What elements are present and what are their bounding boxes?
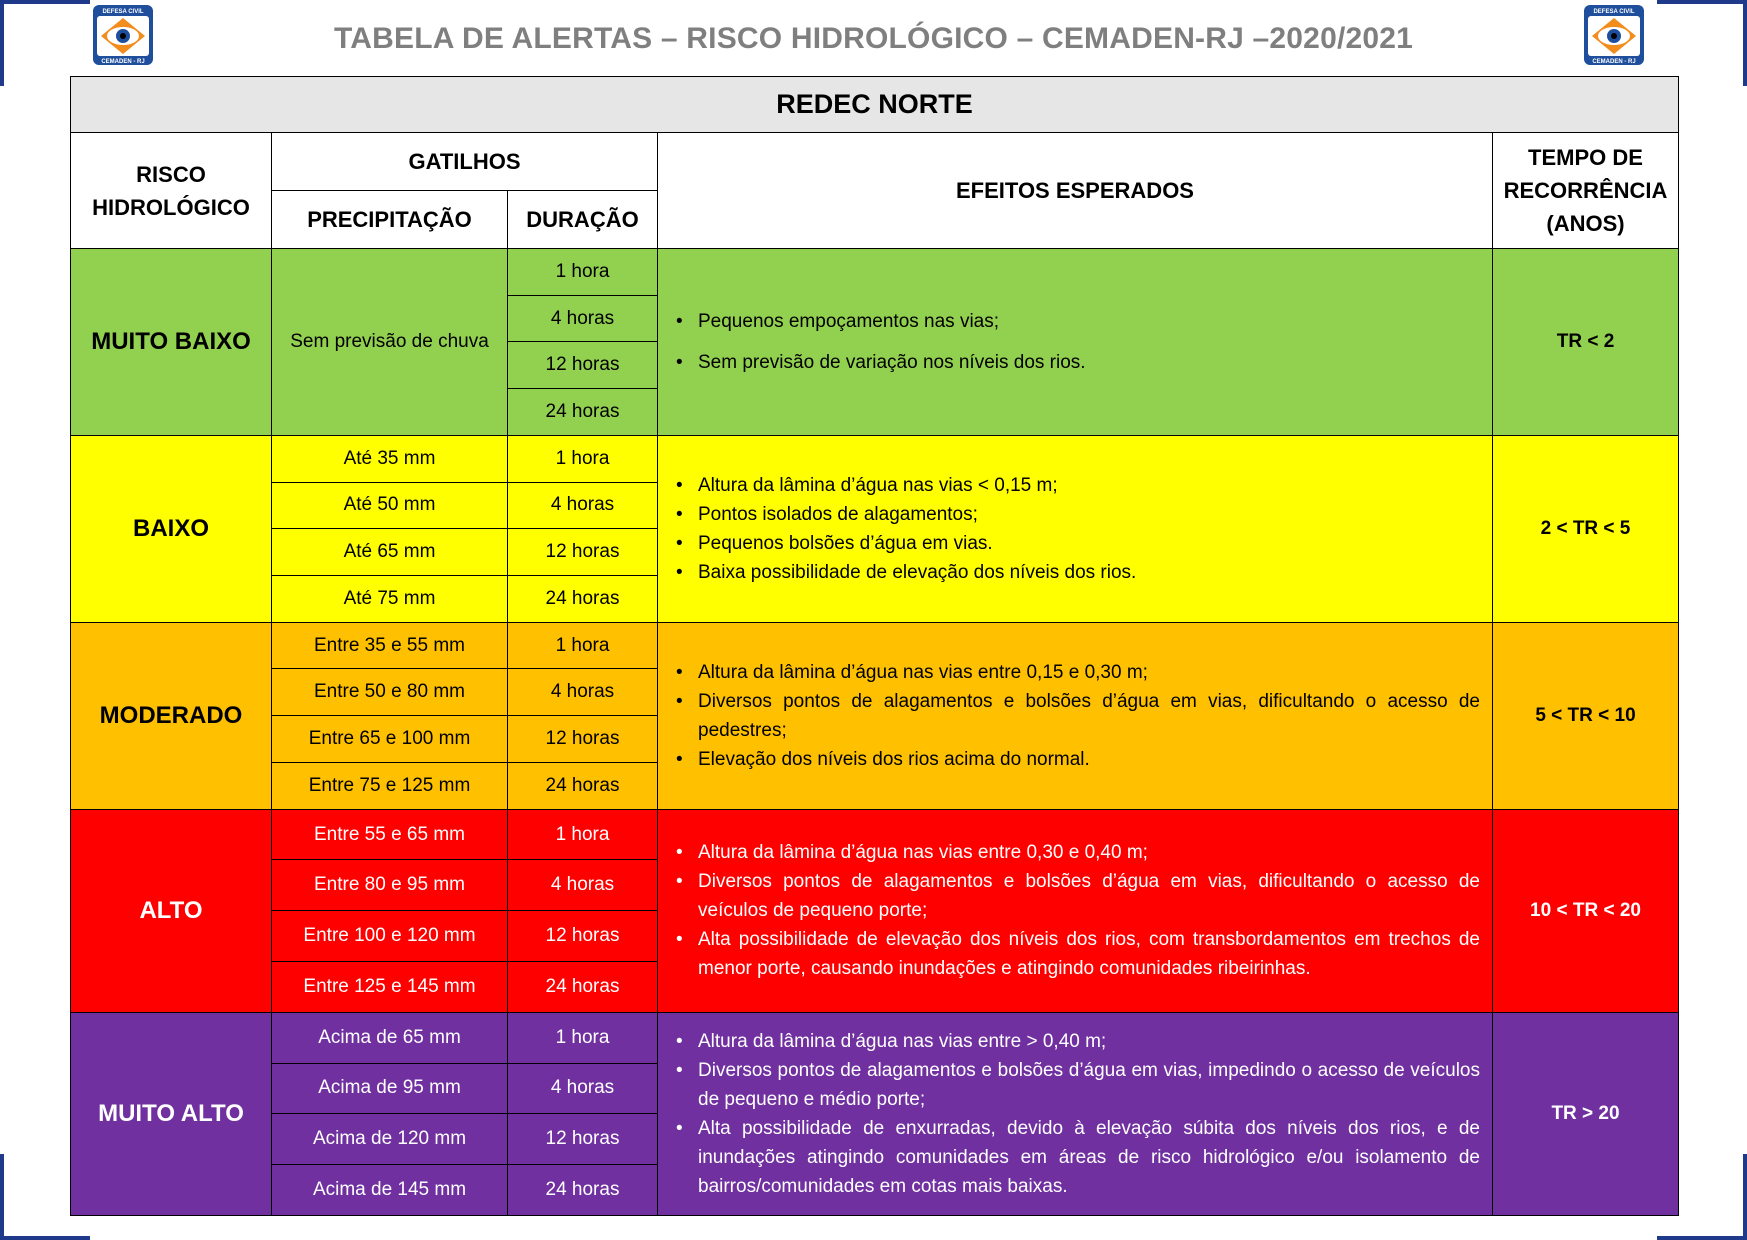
corner-bracket-bottom-right [1743,1154,1747,1240]
logo-top-text: DEFESA CIVIL [102,9,144,15]
level-row [71,249,1679,296]
duration-cell: 24 horas [508,762,658,809]
effects-list [672,307,1480,377]
effects-cell [658,809,1493,1012]
level-row [71,622,1679,669]
effect-item: • Pontos isolados de alagamentos; [672,500,1480,529]
logo-bottom-text: CEMADEN - RJ [1592,59,1636,65]
effects-cell [658,1012,1493,1215]
effect-item: • Alta possibilidade de elevação dos níveis dos rios, com transbordamentos em trechos de menor porte, causando inundações e atingindo comunidades ribeirinhas. [672,925,1480,983]
duration-cell: 24 horas [508,389,658,436]
recurrence-cell: 2 < TR < 5 [1493,435,1679,622]
level-row [71,1012,1679,1063]
precipitation-cell: Até 50 mm [272,482,508,529]
recurrence-cell: 10 < TR < 20 [1493,809,1679,1012]
header-triggers: GATILHOS [272,133,658,191]
precipitation-cell: Acima de 145 mm [272,1165,508,1216]
duration-cell: 1 hora [508,435,658,482]
effects-cell [658,622,1493,809]
precipitation-cell: Entre 65 e 100 mm [272,716,508,763]
precipitation-cell: Acima de 95 mm [272,1063,508,1114]
duration-cell: 1 hora [508,809,658,860]
corner-bracket-bottom-left [0,1154,4,1240]
effect-item: • Sem previsão de variação nos níveis dos rios. [672,348,1480,377]
duration-cell: 24 horas [508,1165,658,1216]
duration-cell: 12 horas [508,911,658,962]
precipitation-cell: Entre 100 e 120 mm [272,911,508,962]
effect-item: • Altura da lâmina d’água nas vias entre 0,30 e 0,40 m; [672,838,1480,867]
precipitation-cell: Até 75 mm [272,576,508,623]
header-duration: DURAÇÃO [508,191,658,249]
effect-item: • Altura da lâmina d’água nas vias entre > 0,40 m; [672,1027,1480,1056]
recurrence-cell: 5 < TR < 10 [1493,622,1679,809]
effects-list [672,838,1480,983]
corner-bracket-top-left [0,0,90,4]
duration-cell: 12 horas [508,342,658,389]
risk-level-name: MUITO BAIXO [71,249,272,436]
effects-list [672,658,1480,774]
header-risk: RISCO HIDROLÓGICO [71,133,272,249]
duration-cell: 24 horas [508,961,658,1012]
logo-top-text: DEFESA CIVIL [1593,9,1635,15]
precipitation-cell: Entre 50 e 80 mm [272,669,508,716]
precipitation-cell: Entre 125 e 145 mm [272,961,508,1012]
effect-item: • Altura da lâmina d’água nas vias entre 0,15 e 0,30 m; [672,658,1480,687]
effect-item: • Baixa possibilidade de elevação dos níveis dos rios. [672,558,1480,587]
precipitation-cell: Acima de 65 mm [272,1012,508,1063]
duration-cell: 12 horas [508,529,658,576]
duration-cell: 1 hora [508,622,658,669]
effect-item: • Diversos pontos de alagamentos e bolsões d’água em vias, impedindo o acesso de veículos de pequeno e médio porte; [672,1056,1480,1114]
header-recurrence: TEMPO DE RECORRÊNCIA (ANOS) [1493,133,1679,249]
alert-table [70,76,1679,1216]
corner-bracket-top-right [1657,0,1747,4]
duration-cell: 4 horas [508,295,658,342]
duration-cell: 12 horas [508,716,658,763]
effect-item: • Altura da lâmina d’água nas vias < 0,15 m; [672,471,1480,500]
effect-item: • Pequenos empoçamentos nas vias; [672,307,1480,336]
document-title: TABELA DE ALERTAS – RISCO HIDROLÓGICO – CEMADEN-RJ –2020/2021 [333,22,1414,55]
effects-list [672,471,1480,587]
duration-cell: 4 horas [508,1063,658,1114]
duration-cell: 24 horas [508,576,658,623]
header-effects: EFEITOS ESPERADOS [658,133,1493,249]
duration-cell: 4 horas [508,482,658,529]
effect-item: • Pequenos bolsões d’água em vias. [672,529,1480,558]
level-row [71,435,1679,482]
effect-item: • Alta possibilidade de enxurradas, devido à elevação súbita dos níveis dos rios, e de inundações atingindo comunidades em áreas de risco hidrológico e/ou isolamento de bairros/comunidades em cotas mais baixas. [672,1114,1480,1201]
corner-bracket-bottom-left [0,1236,90,1240]
effect-item: • Elevação dos níveis dos rios acima do normal. [672,745,1480,774]
precipitation-cell: Entre 35 e 55 mm [272,622,508,669]
level-row [71,809,1679,860]
duration-cell: 1 hora [508,1012,658,1063]
duration-cell: 4 horas [508,669,658,716]
precipitation-cell: Entre 80 e 95 mm [272,860,508,911]
precipitation-cell: Até 35 mm [272,435,508,482]
region-header: REDEC NORTE [71,77,1679,133]
effect-item: • Diversos pontos de alagamentos e bolsões d’água em vias, dificultando o acesso de pedestres; [672,687,1480,745]
effects-cell [658,435,1493,622]
duration-cell: 4 horas [508,860,658,911]
corner-bracket-bottom-right [1657,1236,1747,1240]
effect-item: • Diversos pontos de alagamentos e bolsões d’água em vias, dificultando o acesso de veículos de pequeno porte; [672,867,1480,925]
risk-level-name: ALTO [71,809,272,1012]
precipitation-cell: Entre 75 e 125 mm [272,762,508,809]
alert-table-body [71,249,1679,1216]
duration-cell: 12 horas [508,1114,658,1165]
risk-level-name: MODERADO [71,622,272,809]
recurrence-cell: TR > 20 [1493,1012,1679,1215]
precipitation-cell: Sem previsão de chuva [272,249,508,436]
header-precipitation: PRECIPITAÇÃO [272,191,508,249]
effects-list [672,1027,1480,1201]
precipitation-cell: Entre 55 e 65 mm [272,809,508,860]
logo-bottom-text: CEMADEN - RJ [101,59,145,65]
precipitation-cell: Acima de 120 mm [272,1114,508,1165]
risk-level-name: BAIXO [71,435,272,622]
effects-cell [658,249,1493,436]
precipitation-cell: Até 65 mm [272,529,508,576]
risk-level-name: MUITO ALTO [71,1012,272,1215]
duration-cell: 1 hora [508,249,658,296]
recurrence-cell: TR < 2 [1493,249,1679,436]
